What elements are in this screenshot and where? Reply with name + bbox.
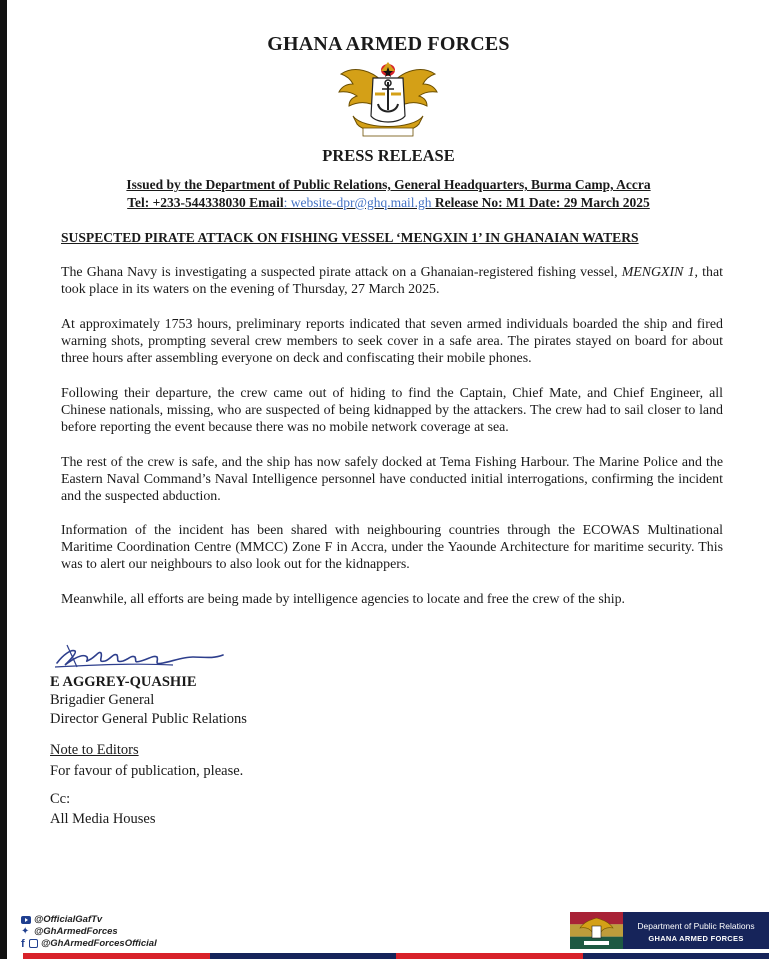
cc-label: Cc:: [50, 791, 71, 807]
left-page-edge: [0, 0, 7, 959]
telephone: Tel: +233-544338030 Email: [127, 195, 284, 210]
social-row-facebook-instagram[interactable]: [21, 938, 221, 949]
paragraph-2: At approximately 1753 hours, preliminary reports indicated that seven armed individuals boarded the ship and fired warning shots, prompting several crew members to seek cover in a safe area. The pirates stayed on board for about three hours after assembling everyone on deck and confiscating their mobile phones.: [61, 317, 723, 366]
social-row-youtube[interactable]: [21, 914, 221, 925]
press-release-page: [7, 0, 770, 959]
department-badge: [623, 912, 769, 949]
paragraph-4: The rest of the crew is safe, and the ship has now safely docked at Tema Fishing Harbour. The Marine Police and the Eastern Naval Command’s Naval Intelligence personnel have conducted initial interrogations, confirming the incident and the suspected abduction.: [61, 455, 723, 504]
facebook-instagram-handle: @GhArmedForcesOfficial: [41, 938, 157, 949]
paragraph-5: Information of the incident has been shared with neighbouring countries through the ECOWAS Multinational Maritime Coordination Centre (MMCC) Zone F in Accra, under the Yaounde Architecture for maritime security. This was to alert our neighbours to also look out for the kidnappers.: [61, 523, 723, 572]
signatory-rank: Brigadier General: [50, 692, 155, 708]
organization-title: GHANA ARMED FORCES: [267, 33, 510, 55]
twitter-handle: @GhArmedForces: [34, 926, 118, 937]
paragraph-3: Following their departure, the crew came out of hiding to find the Captain, Chief Mate, and Chief Engineer, all Chinese nationals, missing, who are suspected of being kidnapped by the attackers. The crew had to sail closer to land before reporting the event because there was no mobile network coverage at sea.: [61, 386, 723, 435]
vessel-name: MENGXIN 1: [621, 265, 695, 280]
stripe-segment: [396, 953, 583, 959]
paragraph-6: Meanwhile, all efforts are being made by intelligence agencies to locate and free the crew of the ship.: [61, 592, 626, 607]
paragraph-1-text-end: , that took place in its waters on the evening of Thursday, 27 March 2025.: [61, 265, 723, 297]
twitter-icon: ✦: [21, 925, 30, 937]
instagram-icon: [29, 939, 38, 948]
issuing-department: Issued by the Department of Public Relations, General Headquarters, Burma Camp, Accra: [126, 177, 651, 192]
stripe-segment: [583, 953, 770, 959]
headline: SUSPECTED PIRATE ATTACK ON FISHING VESSEL ‘MENGXIN 1’ IN GHANAIAN WATERS: [61, 230, 639, 245]
youtube-handle: @OfficialGafTv: [34, 914, 103, 925]
contact-line: [7, 195, 770, 211]
paragraph-1: [61, 264, 723, 298]
social-media-handles: [21, 914, 221, 950]
department-name: Department of Public Relations: [637, 921, 755, 931]
footer-color-stripe: [23, 953, 769, 959]
ghana-armed-forces-crest-icon: [333, 58, 443, 142]
note-to-editors-text: For favour of publication, please.: [50, 763, 244, 779]
stripe-segment: [210, 953, 397, 959]
handwritten-signature: [53, 641, 231, 671]
note-to-editors-heading: Note to Editors: [50, 742, 139, 758]
press-release-title: PRESS RELEASE: [322, 146, 455, 165]
stripe-segment: [23, 953, 210, 959]
social-row-twitter[interactable]: [21, 926, 221, 937]
youtube-icon: [21, 916, 31, 924]
ghana-flag-crest-icon: [570, 912, 623, 949]
signatory-title: Director General Public Relations: [50, 711, 247, 727]
facebook-icon: f: [21, 937, 25, 950]
release-number-date: Release No: M1 Date: 29 March 2025: [431, 195, 650, 210]
paragraph-1-text-start: The Ghana Navy is investigating a suspected pirate attack on a Ghanaian-registered fishing vessel,: [61, 265, 622, 280]
email-link[interactable]: : website-dpr@ghq.mail.gh: [283, 195, 432, 210]
department-organization: GHANA ARMED FORCES: [648, 934, 744, 943]
cc-recipients: All Media Houses: [50, 811, 156, 827]
signatory-name: E AGGREY-QUASHIE: [50, 674, 197, 690]
